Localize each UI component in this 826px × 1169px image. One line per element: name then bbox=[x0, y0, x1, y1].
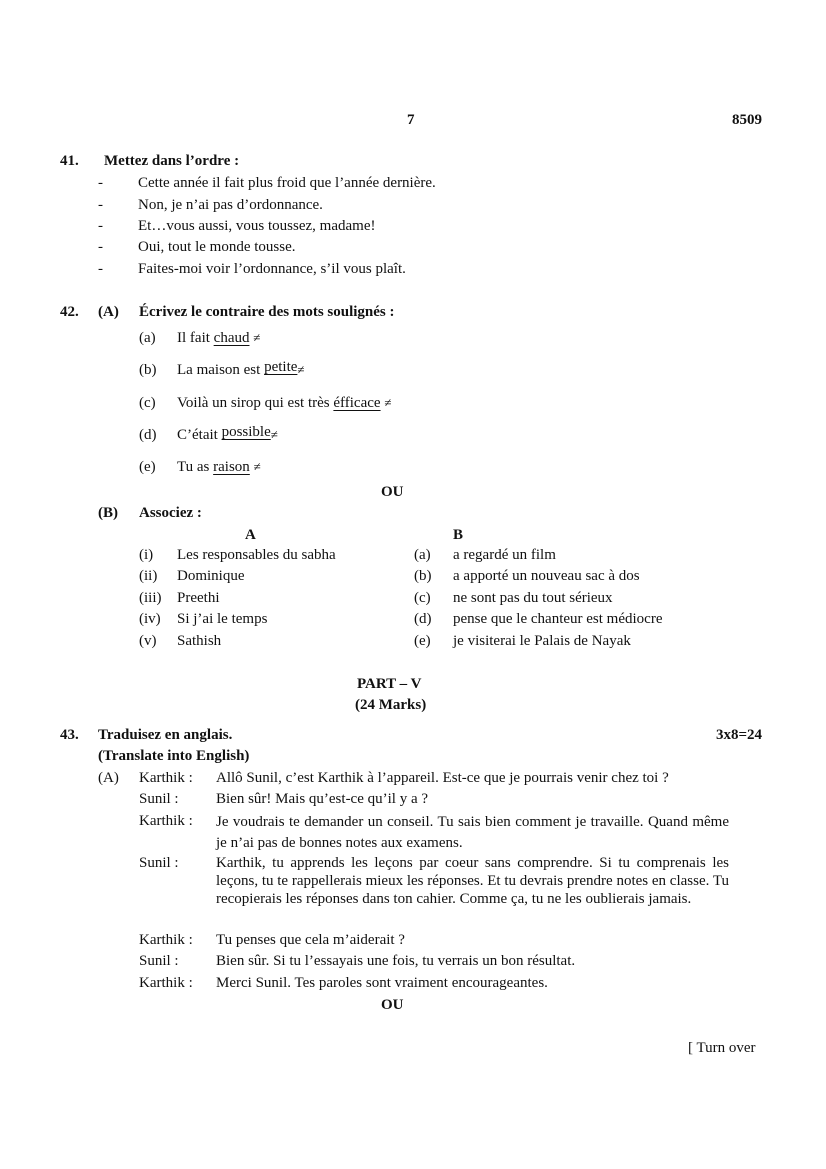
match-b-text: a regardé un film bbox=[453, 547, 556, 563]
match-a-label: (ii) bbox=[139, 568, 158, 584]
q42-item-text: Voilà un sirop qui est très bbox=[177, 395, 330, 411]
q42-partA-title: Écrivez le contraire des mots soulignés : bbox=[139, 304, 395, 320]
q42-number: 42. bbox=[60, 304, 79, 320]
dialogue-line: Bien sûr. Si tu l’essayais une fois, tu verrais un bon résultat. bbox=[216, 953, 576, 969]
paper-code: 8509 bbox=[732, 112, 762, 128]
match-a-label: (v) bbox=[139, 633, 157, 649]
dialogue-speaker: Karthik : bbox=[139, 932, 193, 948]
match-b-text: ne sont pas du tout sérieux bbox=[453, 590, 613, 606]
turn-over: [ Turn over bbox=[688, 1040, 756, 1056]
page-number: 7 bbox=[407, 112, 415, 128]
q41-line: Cette année il fait plus froid que l’année dernière. bbox=[138, 175, 436, 191]
match-b-label: (e) bbox=[414, 633, 431, 649]
q41-bullet: - bbox=[98, 197, 103, 213]
dialogue-speaker: Sunil : bbox=[139, 953, 179, 969]
q42-item-text: C’était bbox=[177, 427, 218, 443]
q42-item bbox=[177, 394, 391, 412]
underlined-word: possible bbox=[221, 424, 271, 440]
match-b-text: pense que le chanteur est médiocre bbox=[453, 611, 663, 627]
match-b-label: (a) bbox=[414, 547, 431, 563]
q42-item-label: (a) bbox=[139, 330, 156, 346]
match-a-text: Sathish bbox=[177, 633, 222, 649]
not-equal-symbol: ≠ bbox=[384, 395, 392, 410]
q42-item-label: (b) bbox=[139, 362, 157, 378]
q41-line: Et…vous aussi, vous toussez, madame! bbox=[138, 218, 376, 234]
dialogue-speaker: Sunil : bbox=[139, 855, 179, 871]
dialogue-speaker: Sunil : bbox=[139, 791, 179, 807]
not-equal-symbol: ≠ bbox=[253, 459, 261, 474]
dialogue-line: Allô Sunil, c’est Karthik à l’appareil. Est-ce que je pourrais venir chez toi ? bbox=[216, 770, 669, 786]
q41-line: Non, je n’ai pas d’ordonnance. bbox=[138, 197, 323, 213]
q42-partB-title: Associez : bbox=[139, 505, 202, 521]
q41-title: Mettez dans l’ordre : bbox=[104, 153, 240, 169]
match-a-text: Les responsables du sabha bbox=[177, 547, 336, 563]
q41-bullet: - bbox=[98, 175, 103, 191]
not-equal-symbol: ≠ bbox=[253, 330, 261, 345]
dialogue-line: Bien sûr! Mais qu’est-ce qu’il y a ? bbox=[216, 791, 429, 807]
match-b-label: (b) bbox=[414, 568, 432, 584]
match-a-label: (i) bbox=[139, 547, 154, 563]
dialogue-line: Merci Sunil. Tes paroles sont vraiment encourageantes. bbox=[216, 975, 548, 991]
part-title: PART – V bbox=[357, 676, 422, 692]
underlined-word: chaud bbox=[213, 330, 250, 346]
q43-number: 43. bbox=[60, 727, 79, 743]
q42-partB-label: (B) bbox=[98, 505, 118, 521]
match-a-label: (iii) bbox=[139, 590, 162, 606]
not-equal-symbol: ≠ bbox=[297, 362, 305, 377]
q42-item-label: (c) bbox=[139, 395, 156, 411]
underlined-word: raison bbox=[213, 459, 250, 475]
dialogue-speaker: Karthik : bbox=[139, 975, 193, 991]
q41-number: 41. bbox=[60, 153, 79, 169]
or-separator: OU bbox=[381, 997, 404, 1013]
match-b-text: je visiterai le Palais de Nayak bbox=[453, 633, 631, 649]
q41-bullet: - bbox=[98, 218, 103, 234]
match-a-text: Preethi bbox=[177, 590, 220, 606]
not-equal-symbol: ≠ bbox=[270, 427, 278, 442]
dialogue-speaker: Karthik : bbox=[139, 770, 193, 786]
q43-title: Traduisez en anglais. bbox=[98, 727, 233, 743]
q42-item bbox=[177, 458, 261, 476]
q42-item-label: (e) bbox=[139, 459, 156, 475]
dialogue-line: Karthik, tu apprends les leçons par coeur sans comprendre. Si tu comprenais les leçons, tu te rappellerais mieux les réponses. Et tu devrais prendre notes en classe. Tu recopierais les réponses dans ton cahier. Comme ça, tu ne les oublierais jamais. bbox=[216, 855, 729, 907]
q42-item-text: Tu as bbox=[177, 459, 210, 475]
match-b-text: a apporté un nouveau sac à dos bbox=[453, 568, 640, 584]
q43-partA-label: (A) bbox=[98, 770, 119, 786]
column-a-heading: A bbox=[245, 527, 256, 543]
q41-line: Oui, tout le monde tousse. bbox=[138, 239, 296, 255]
underlined-word: éfficace bbox=[333, 395, 381, 411]
match-a-label: (iv) bbox=[139, 611, 161, 627]
part-marks: (24 Marks) bbox=[355, 697, 427, 713]
match-a-text: Dominique bbox=[177, 568, 245, 584]
column-b-heading: B bbox=[453, 527, 464, 543]
dialogue-line: Je voudrais te demander un conseil. Tu sais bien comment je travaille. Quand même je n’ai pas de bonnes notes aux examens. bbox=[216, 814, 729, 851]
match-a-text: Si j’ai le temps bbox=[177, 611, 268, 627]
q42-item bbox=[177, 361, 305, 379]
q43-marks: 3x8=24 bbox=[716, 727, 763, 743]
dialogue-speaker: Karthik : bbox=[139, 813, 193, 829]
match-b-label: (c) bbox=[414, 590, 431, 606]
underlined-word: petite bbox=[264, 359, 298, 375]
q41-line: Faites-moi voir l’ordonnance, s’il vous plaît. bbox=[138, 261, 406, 277]
dialogue-line: Tu penses que cela m’aiderait ? bbox=[216, 932, 405, 948]
q42-partA-label: (A) bbox=[98, 304, 119, 320]
q42-item-text: La maison est bbox=[177, 362, 261, 378]
q41-bullet: - bbox=[98, 261, 103, 277]
q42-item-label: (d) bbox=[139, 427, 157, 443]
q42-item bbox=[177, 426, 278, 444]
q42-item-text: Il fait bbox=[177, 330, 210, 346]
or-separator: OU bbox=[381, 484, 404, 500]
q42-item bbox=[177, 329, 260, 347]
q43-subtitle: (Translate into English) bbox=[98, 748, 250, 764]
q41-bullet: - bbox=[98, 239, 103, 255]
match-b-label: (d) bbox=[414, 611, 432, 627]
